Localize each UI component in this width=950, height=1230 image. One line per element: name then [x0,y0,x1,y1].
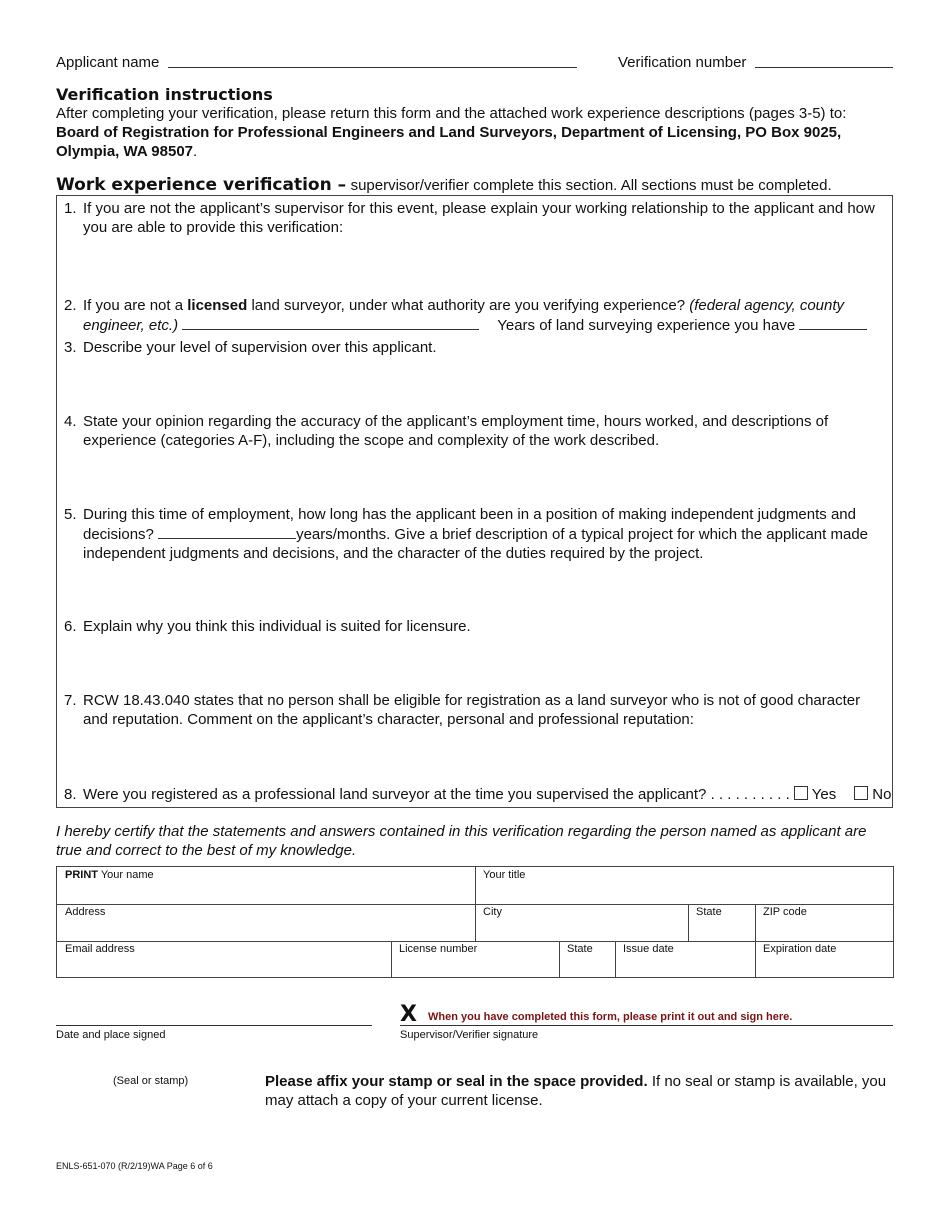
print-name-field[interactable]: PRINT Your name [65,869,154,881]
question-5: 5. During this time of employment, how long has the applicant been in a position of making independent judgments and decisions? years/months. Give a brief description of a typical project for which the applicant made independent judgments and decisions, and the character of the duties required by the project. [64,506,869,562]
license-number-field[interactable]: License number [399,943,478,955]
question-8: 8. Were you registered as a professional land surveyor at the time you supervised the applicant? . . . . . . . . . . Yes No [64,786,892,803]
yes-label: Yes [811,786,837,803]
title-field[interactable]: Your title [483,869,526,881]
section-subtitle: supervisor/verifier complete this section. All sections must be completed. [350,177,832,194]
question-4: 4. State your opinion regarding the accuracy of the applicant’s employment time, hours worked, and descriptions of experience (categories A-F), including the scope and complexity of the work described. [64,413,829,449]
signature-label: Supervisor/Verifier signature [400,1029,539,1041]
question-2: 2. If you are not a licensed land surveyor, under what authority are you verifying experience? (federal agency, county engineer, etc.) Years of land surveying experience you have [64,296,879,335]
date-place-label: Date and place signed [56,1029,166,1041]
board-address: Board of Registration for Professional Engineers and Land Surveyors, Department of Licensing, PO Box 9025, Olympia, WA 98507 [56,124,842,160]
form-footer: ENLS-651-070 (R/2/19)WA Page 6 of 6 [56,1161,213,1171]
signature-line[interactable] [400,1025,893,1026]
certification-text: I hereby certify that the statements and answers contained in this verification regarding the person named as applicant are true and correct to the best of my knowledge. [56,823,867,859]
date-place-line[interactable] [56,1025,372,1026]
instructions-text: After completing your verification, please return this form and the attached work experience descriptions (pages 3-5) to: Board of Registration for Professional Engineers and Land Surveyors, Department of Licensing, PO Box 9025, Olympia, WA 98507. [56,105,847,160]
verification-number-label: Verification number [618,54,747,71]
yes-checkbox[interactable] [794,786,808,800]
years-experience-field[interactable] [799,315,867,330]
judgment-duration-field[interactable] [158,524,296,539]
signature-x-mark: X [400,1002,417,1027]
email-field[interactable]: Email address [65,943,135,955]
verification-number-field[interactable] [755,67,893,68]
question-3: 3. Describe your level of supervision over this applicant. [64,339,437,356]
signer-info-grid [56,866,894,978]
section-heading [56,175,832,195]
applicant-name-label: Applicant name [56,54,160,71]
zip-field[interactable]: ZIP code [763,906,807,918]
no-label: No [872,786,892,803]
question-7: 7. RCW 18.43.040 states that no person shall be eligible for registration as a land surveyor who is not of good character and reputation. Comment on the applicant’s character, personal and professional reputation: [64,692,861,728]
section-title: Work experience verification – [56,175,347,195]
seal-label: (Seal or stamp) [113,1075,189,1087]
authority-field[interactable] [182,315,479,330]
seal-instructions: Please affix your stamp or seal in the space provided. If no seal or stamp is available, you may attach a copy of your current license. [265,1073,887,1109]
issue-date-field[interactable]: Issue date [623,943,674,955]
question-1: 1. If you are not the applicant’s supervisor for this event, please explain your working relationship to the applicant and how you are able to provide this verification: [64,200,875,236]
address-field[interactable]: Address [65,906,106,918]
question-6: 6. Explain why you think this individual is suited for licensure. [64,618,471,635]
no-checkbox[interactable] [854,786,868,800]
state-field[interactable]: State [696,906,722,918]
instructions-title: Verification instructions [56,85,273,104]
license-state-field[interactable]: State [567,943,593,955]
city-field[interactable]: City [483,906,502,918]
applicant-name-field[interactable] [168,67,577,68]
signature-note: When you have completed this form, please print it out and sign here. [428,1011,793,1023]
expiration-date-field[interactable]: Expiration date [763,943,837,955]
